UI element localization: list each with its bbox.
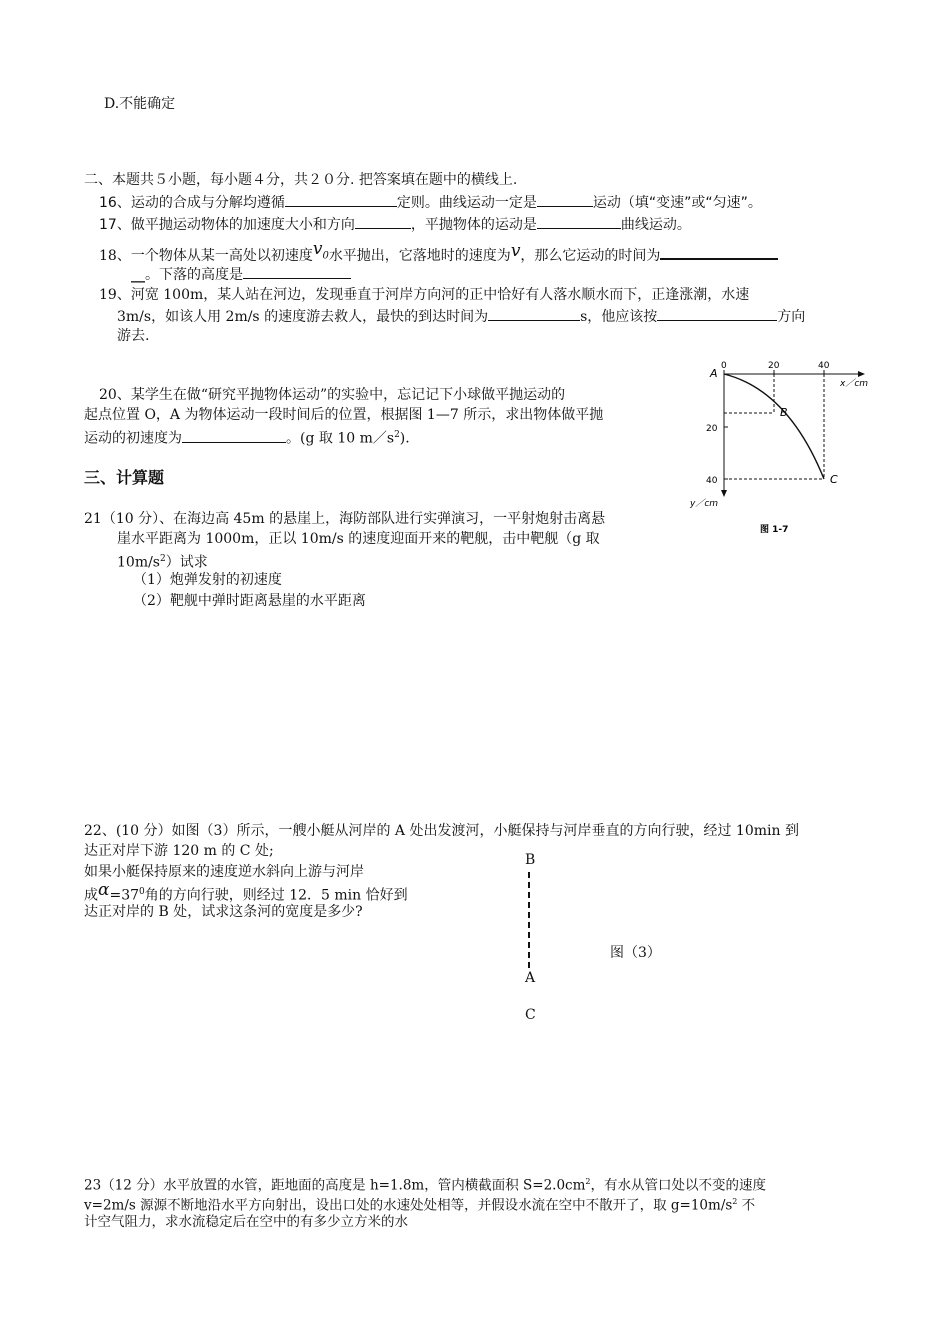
answer-blank-19b[interactable] <box>657 306 777 321</box>
y-axis-arrow <box>721 490 727 497</box>
y-axis-label: y／cm <box>690 499 719 509</box>
fig3-dashed-line <box>528 872 530 968</box>
x-tick-label-0: 0 <box>721 361 727 371</box>
section3-header: 三、计算题 <box>84 468 165 487</box>
question-22-line3: 如果小艇保持原来的速度逆水斜向上游与河岸 <box>84 864 364 880</box>
point-b-label: B <box>780 406 788 419</box>
fig3-label-a: A <box>525 970 536 986</box>
answer-blank-19a[interactable] <box>488 306 580 321</box>
question-18-line1: 18、一个物体从某一高处以初速度$v_0$水平抛出，它落地时的速度为v，那么它运动的时间为 <box>99 244 778 272</box>
v-symbol: v <box>510 241 521 261</box>
question-22-line5: 达正对岸的 B 处，试求这条河的宽度是多少? <box>84 904 363 920</box>
y-tick-label-20: 20 <box>706 424 718 434</box>
answer-blank-18a[interactable] <box>660 244 778 260</box>
answer-blank-17b[interactable] <box>537 214 621 229</box>
question-22-line1: 22、(10 分）如图（3）所示，一艘小艇从河岸的 A 处出发渡河，小艇保持与河岸垂直的方向行驶，经过 10min 到 <box>84 823 799 839</box>
answer-blank-16a[interactable] <box>285 192 397 207</box>
question-20-line3: 运动的初速度为 。(g 取 10 $m/s^2$). <box>84 425 410 449</box>
question-22-line2: 达正对岸下游 120 m 的 C 处; <box>84 843 274 859</box>
section2-header: 二、本题共５小题，每小题４分，共２０分. 把答案填在题中的横线上. <box>84 172 518 188</box>
y-tick-label-40: 40 <box>706 476 718 486</box>
figure-caption: 图 1-7 <box>760 525 789 535</box>
question-21-line1: 21（10 分）、在海边高 45m 的悬崖上，海防部队进行实弹演习，一平射炮射击离悬 <box>84 511 606 527</box>
question-23-line1: 23（12 分）水平放置的水管，距地面的高度是 h=1.8m，管内横截面积 $S=2.0cm^2$，有水从管口处以不变的速度 <box>84 1177 766 1194</box>
point-c-label: C <box>830 473 838 486</box>
x-axis-arrow <box>858 371 865 377</box>
option-d: D.不能确定 <box>104 96 176 112</box>
point-a-label: A <box>710 367 718 380</box>
x-axis-label: x／cm <box>840 379 869 389</box>
question-19-line1: 19、河宽 100m，某人站在河边，发现垂直于河岸方向河的正中恰好有人落水顺水而下，正逢涨潮，水速 <box>99 287 750 303</box>
question-21-part2: （2）靶舰中弹时距离悬崖的水平距离 <box>133 593 366 609</box>
question-20-line1: 20、某学生在做“研究平抛物体运动”的实验中，忘记记下小球做平抛运动的 <box>99 387 566 403</box>
x-tick-label-40: 40 <box>818 361 830 371</box>
alpha-symbol: α <box>98 879 110 900</box>
figure-1-7 <box>688 358 888 538</box>
fig3-caption: 图（3） <box>610 945 661 961</box>
question-23-line3: 计空气阻力，求水流稳定后在空中的有多少立方米的水 <box>84 1214 408 1230</box>
question-22-line4: 成$\alpha=37^0$角的方向行驶，则经过 12．5 min 恰好到 <box>84 879 408 904</box>
question-17: 17、做平抛运动物体的加速度大小和方向 ，平抛物体的运动是 曲线运动。 <box>99 214 691 235</box>
question-23-line2: v=2m/s 源源不断地沿水平方向射出，设出口处的水速处处相等，并假设水流在空中不散开了，取 $g=10m/s^2$ 不 <box>84 1197 756 1214</box>
question-20-line2: 起点位置 O，A 为物体运动一段时间后的位置，根据图 1—7 所示，求出物体做平抛 <box>84 407 604 423</box>
answer-blank-17a[interactable] <box>355 214 411 229</box>
v0-symbol: $v_0$ <box>312 239 329 262</box>
answer-blank-16b[interactable] <box>537 192 593 207</box>
answer-blank-20[interactable] <box>182 428 286 443</box>
question-16: 16、运动的合成与分解均遵循 定则。曲线运动一定是 运动（填“变速”或“匀速”。 <box>99 192 762 213</box>
question-21-part1: （1）炮弹发射的初速度 <box>133 572 282 588</box>
question-18-line2: __。下落的高度是 <box>131 264 351 285</box>
fig3-label-b: B <box>525 852 536 868</box>
x-tick-label-20: 20 <box>768 361 780 371</box>
question-19-line2: 3m/s，如该人用 2m/s 的速度游去救人，最快的到达时间为 s，他应该按 方向 <box>117 306 805 327</box>
question-21-line2: 崖水平距离为 1000m，正以 10m/s 的速度迎面开来的靶舰，击中靶舰（g 取 <box>117 531 600 547</box>
fig3-label-c: C <box>525 1007 536 1023</box>
answer-blank-18b[interactable] <box>243 264 351 279</box>
question-21-line3: $10m/s^2$）试求 <box>117 554 208 571</box>
question-19-line3: 游去. <box>117 328 150 344</box>
